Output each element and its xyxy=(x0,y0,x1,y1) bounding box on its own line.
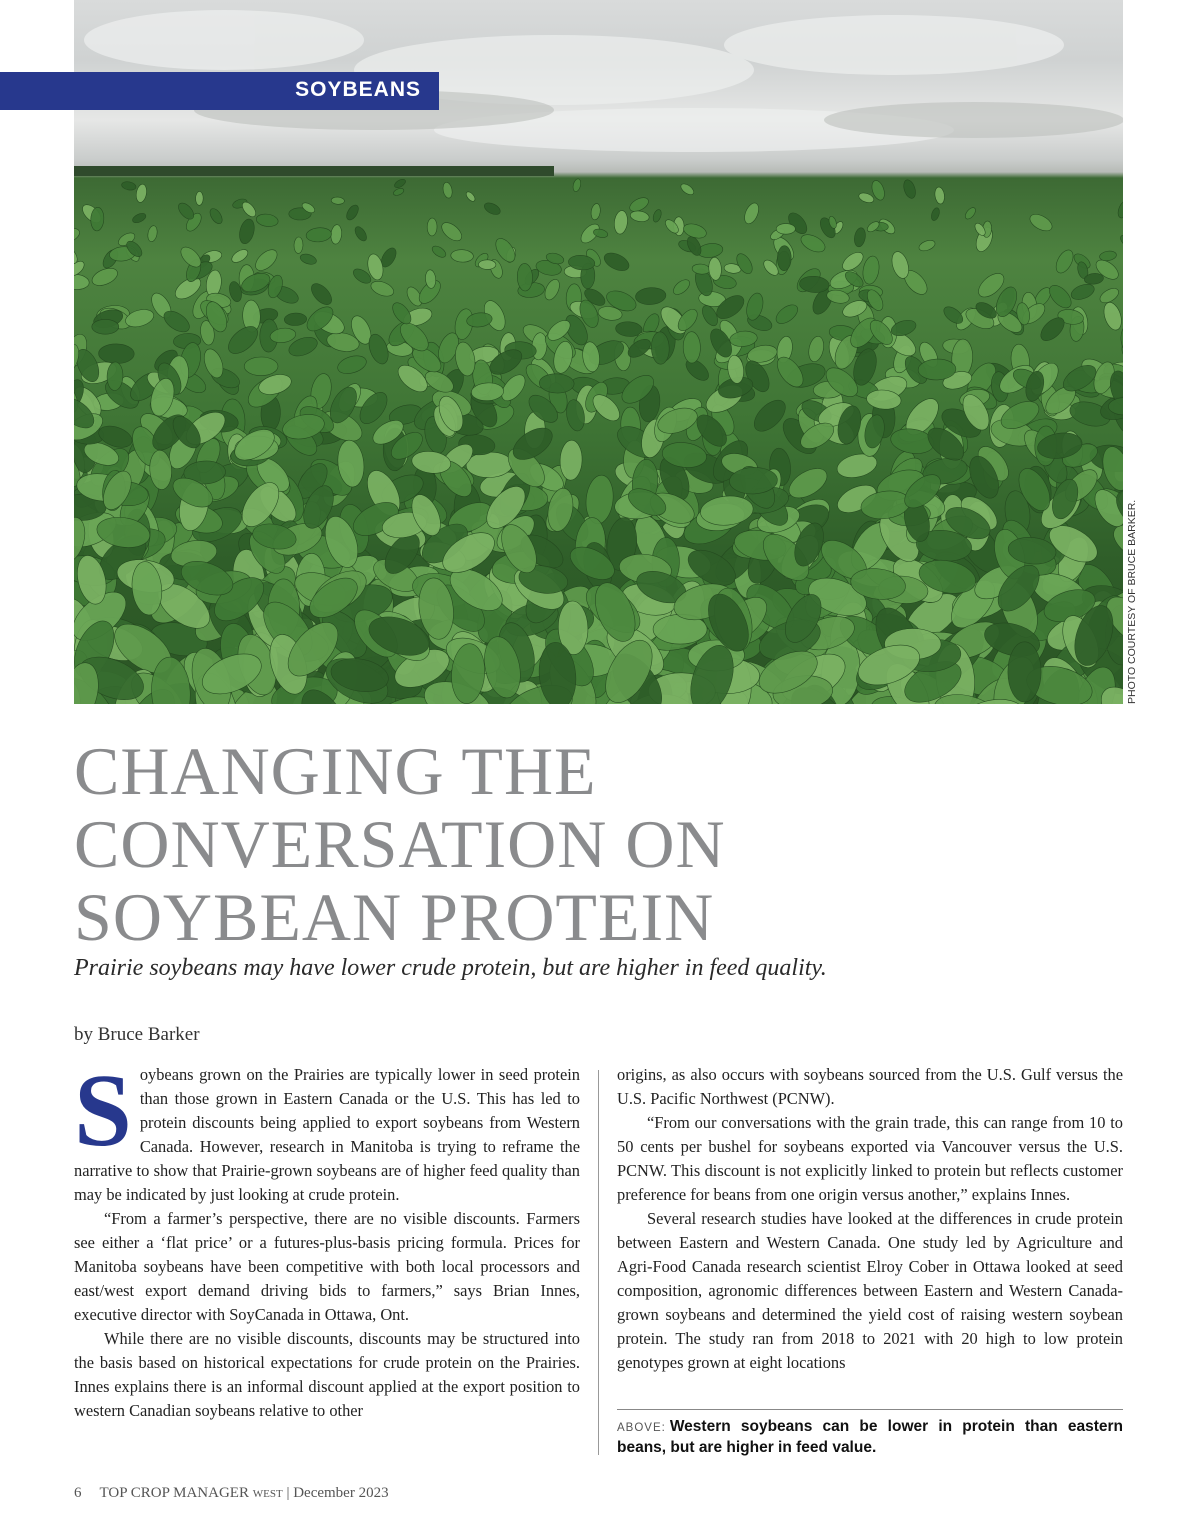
section-banner xyxy=(0,72,439,110)
magazine-name: TOP CROP MANAGER xyxy=(99,1485,249,1501)
byline: by Bruce Barker xyxy=(74,1024,200,1045)
caption-rule xyxy=(617,1409,1123,1410)
drop-cap: S xyxy=(74,1053,132,1168)
body-paragraph: Several research studies have looked at the differences in crude protein between Eastern and Western Canada. One study led by Agriculture and Agri-Food Canada research scientist Elroy Cober in Ottawa looked at seed composition, agronomic differences between Eastern and Western Canada-grown soybeans and determined the yield cost of raising western soybean protein. The study ran from 2018 to 2021 with 20 high to low protein genotypes grown at eight locations xyxy=(617,1209,1123,1372)
page-footer xyxy=(74,1485,389,1502)
photo-caption xyxy=(617,1417,1123,1457)
body-column-left xyxy=(74,1053,580,1423)
magazine-edition: WEST xyxy=(252,1488,283,1500)
body-paragraph: origins, as also occurs with soybeans sourced from the U.S. Gulf versus the U.S. Pacific Northwest (PCNW). xyxy=(617,1065,1123,1108)
photo-credit: PHOTO COURTESY OF BRUCE BARKER. xyxy=(1126,499,1138,704)
headline-line: SOYBEAN PROTEIN xyxy=(74,879,715,955)
body-column-right xyxy=(617,1063,1123,1375)
body-paragraph: While there are no visible discounts, discounts may be structured into the basis based on historical expectations for crude protein on the Prairies. Innes explains there is an informal discount applied at the export position to western Canadian soybeans relative to other xyxy=(74,1329,580,1420)
caption-text: Western soybeans can be lower in protein than eastern beans, but are higher in feed value. xyxy=(617,1418,1123,1456)
headline-line: CONVERSATION ON xyxy=(74,806,726,882)
deck-subtitle: Prairie soybeans may have lower crude protein, but are higher in feed quality. xyxy=(74,955,827,981)
headline xyxy=(74,735,974,954)
body-paragraph: Soybeans grown on the Prairies are typically lower in seed protein than those grown in Eastern Canada or the U.S. This has led to protein discounts being applied to export soybeans from Western Canada. However, research in Manitoba is trying to reframe the narrative to show that Prairie-grown soybeans are of higher feed quality than may be indicated by just looking at crude protein. xyxy=(74,1053,580,1204)
headline-line: CHANGING THE xyxy=(74,733,597,809)
column-divider xyxy=(598,1070,599,1455)
body-paragraph: “From a farmer’s perspective, there are no visible discounts. Farmers see either a ‘flat price’ or a futures-plus-basis pricing formula. Prices for Manitoba soybeans have been competitive with both local processors and east/west export demand driving bids to farmers,” says Brian Innes, executive director with SoyCanada in Ottawa, Ont. xyxy=(74,1209,580,1324)
footer-separator: | xyxy=(286,1485,290,1501)
issue-date: December 2023 xyxy=(293,1485,389,1501)
body-paragraph: “From our conversations with the grain trade, this can range from 10 to 50 cents per bushel for soybeans exported via Vancouver versus the U.S. PCNW. This discount is not explicitly linked to protein but reflects customer preference for beans from one origin versus another,” explains Innes. xyxy=(617,1113,1123,1204)
caption-label: ABOVE: xyxy=(617,1422,666,1434)
page-number: 6 xyxy=(74,1485,82,1501)
section-label: SOYBEANS xyxy=(295,78,421,101)
